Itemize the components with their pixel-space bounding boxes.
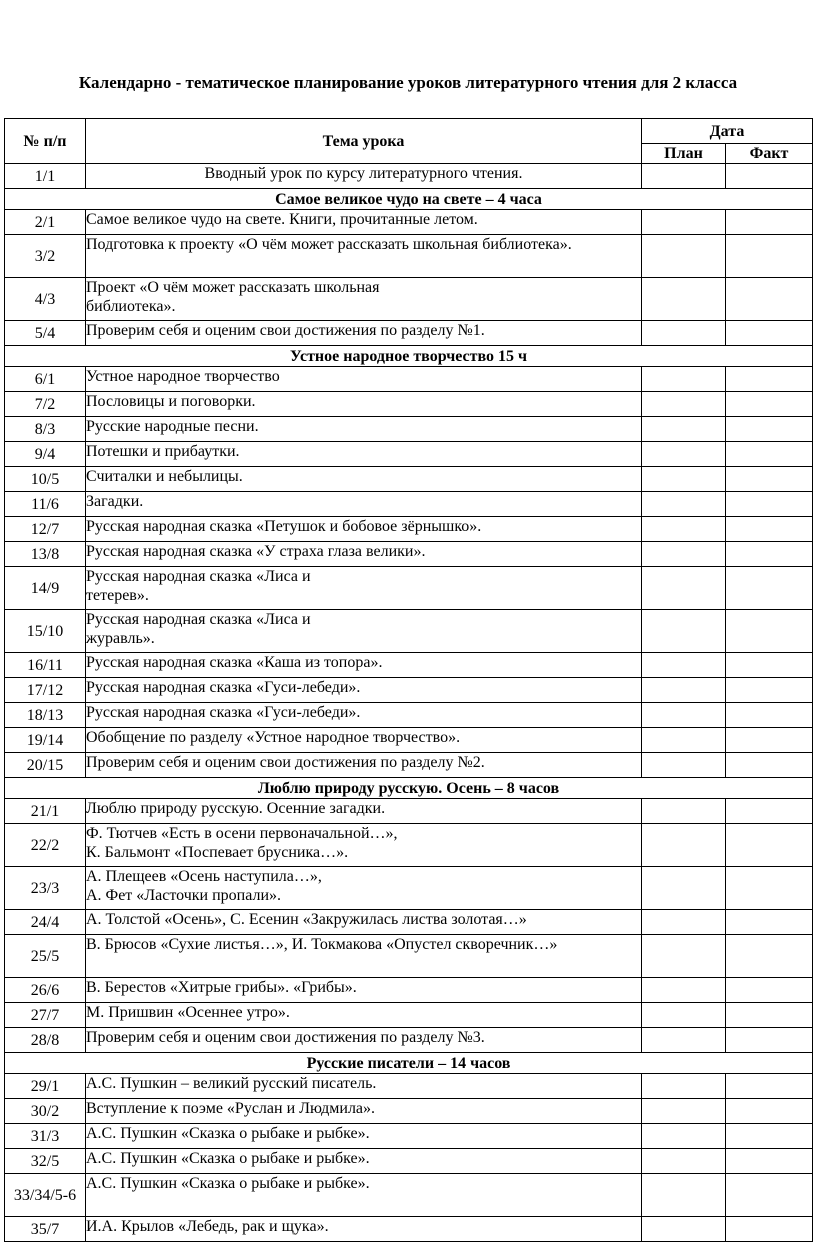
fact-cell	[726, 235, 813, 278]
table-row	[5, 492, 813, 517]
row-number: 29/1	[5, 1074, 86, 1099]
fact-cell	[726, 367, 813, 392]
row-topic: Вступление к поэме «Руслан и Людмила».	[86, 1099, 642, 1124]
row-topic: Русская народная сказка «Каша из топора».	[86, 653, 642, 678]
fact-cell	[726, 1124, 813, 1149]
plan-cell	[642, 1217, 726, 1242]
table-row	[5, 210, 813, 235]
table-row	[5, 567, 813, 610]
fact-cell	[726, 278, 813, 321]
row-topic	[86, 867, 642, 910]
plan-cell	[642, 799, 726, 824]
table-row	[5, 417, 813, 442]
plan-cell	[642, 1099, 726, 1124]
row-number: 26/6	[5, 978, 86, 1003]
plan-cell	[642, 542, 726, 567]
row-number: 11/6	[5, 492, 86, 517]
row-number: 13/8	[5, 542, 86, 567]
row-topic: Пословицы и поговорки.	[86, 392, 642, 417]
row-topic: Потешки и прибаутки.	[86, 442, 642, 467]
section-row	[5, 778, 813, 799]
section-title: Русские писатели – 14 часов	[5, 1053, 813, 1074]
plan-cell	[642, 367, 726, 392]
table-row	[5, 1124, 813, 1149]
header-date: Дата	[642, 119, 813, 144]
table-row	[5, 321, 813, 346]
fact-cell	[726, 1174, 813, 1217]
fact-cell	[726, 210, 813, 235]
fact-cell	[726, 799, 813, 824]
section-row	[5, 1053, 813, 1074]
row-number: 33/34/5-6	[5, 1174, 86, 1217]
row-number: 35/7	[5, 1217, 86, 1242]
section-row	[5, 189, 813, 210]
fact-cell	[726, 653, 813, 678]
table-row	[5, 678, 813, 703]
plan-cell	[642, 978, 726, 1003]
plan-cell	[642, 210, 726, 235]
section-title: Устное народное творчество 15 ч	[5, 346, 813, 367]
row-number: 9/4	[5, 442, 86, 467]
plan-cell	[642, 392, 726, 417]
row-topic-line: Ф. Тютчев «Есть в осени первоначальной…»,	[86, 825, 398, 842]
plan-cell	[642, 610, 726, 653]
fact-cell	[726, 164, 813, 189]
table-row	[5, 824, 813, 867]
fact-cell	[726, 935, 813, 978]
header-plan: План	[642, 144, 726, 164]
fact-cell	[726, 542, 813, 567]
fact-cell	[726, 442, 813, 467]
row-topic: Вводный урок по курсу литературного чтения.	[86, 164, 642, 189]
table-row	[5, 367, 813, 392]
row-topic: Проверим себя и оценим свои достижения по разделу №3.	[86, 1028, 642, 1053]
fact-cell	[726, 1028, 813, 1053]
header-num: № п/п	[5, 119, 86, 164]
row-topic: Устное народное творчество	[86, 367, 642, 392]
plan-cell	[642, 1074, 726, 1099]
table-row	[5, 392, 813, 417]
row-number: 31/3	[5, 1124, 86, 1149]
row-number: 1/1	[5, 164, 86, 189]
row-number: 21/1	[5, 799, 86, 824]
plan-cell	[642, 321, 726, 346]
row-topic: В. Берестов «Хитрые грибы». «Грибы».	[86, 978, 642, 1003]
fact-cell	[726, 1149, 813, 1174]
row-number: 30/2	[5, 1099, 86, 1124]
row-topic: Люблю природу русскую. Осенние загадки.	[86, 799, 642, 824]
row-topic: Русская народная сказка «У страха глаза велики».	[86, 542, 642, 567]
row-number: 23/3	[5, 867, 86, 910]
plan-cell	[642, 910, 726, 935]
plan-cell	[642, 824, 726, 867]
row-topic-line: журавль».	[86, 630, 155, 647]
fact-cell	[726, 417, 813, 442]
row-number: 4/3	[5, 278, 86, 321]
plan-cell	[642, 492, 726, 517]
row-topic-line: Русская народная сказка «Лиса и	[86, 611, 311, 628]
row-topic: А.С. Пушкин «Сказка о рыбаке и рыбке».	[86, 1149, 642, 1174]
row-number: 32/5	[5, 1149, 86, 1174]
plan-cell	[642, 417, 726, 442]
row-number: 3/2	[5, 235, 86, 278]
header-fact: Факт	[726, 144, 813, 164]
row-number: 28/8	[5, 1028, 86, 1053]
header-topic: Тема урока	[86, 119, 642, 164]
table-row	[5, 164, 813, 189]
fact-cell	[726, 910, 813, 935]
fact-cell	[726, 978, 813, 1003]
table-row	[5, 799, 813, 824]
plan-cell	[642, 678, 726, 703]
row-number: 7/2	[5, 392, 86, 417]
row-number: 22/2	[5, 824, 86, 867]
row-topic: Считалки и небылицы.	[86, 467, 642, 492]
row-number: 6/1	[5, 367, 86, 392]
plan-cell	[642, 1174, 726, 1217]
row-topic: В. Брюсов «Сухие листья…», И. Токмакова «Опустел скворечник…»	[86, 935, 642, 978]
fact-cell	[726, 728, 813, 753]
table-row	[5, 1003, 813, 1028]
table-row	[5, 517, 813, 542]
plan-cell	[642, 235, 726, 278]
plan-cell	[642, 278, 726, 321]
section-row	[5, 346, 813, 367]
table-row	[5, 1074, 813, 1099]
row-topic: Загадки.	[86, 492, 642, 517]
table-row	[5, 442, 813, 467]
plan-cell	[642, 867, 726, 910]
table-row	[5, 542, 813, 567]
row-number: 24/4	[5, 910, 86, 935]
row-topic: М. Пришвин «Осеннее утро».	[86, 1003, 642, 1028]
row-topic: А.С. Пушкин «Сказка о рыбаке и рыбке».	[86, 1124, 642, 1149]
fact-cell	[726, 610, 813, 653]
fact-cell	[726, 321, 813, 346]
table-row	[5, 1099, 813, 1124]
row-topic: Проверим себя и оценим свои достижения по разделу №1.	[86, 321, 642, 346]
plan-cell	[642, 467, 726, 492]
table-row	[5, 653, 813, 678]
row-topic: Подготовка к проекту «О чём может рассказать школьная библиотека».	[86, 235, 642, 278]
row-topic: И.А. Крылов «Лебедь, рак и щука».	[86, 1217, 642, 1242]
table-row	[5, 753, 813, 778]
row-topic: Русская народная сказка «Гуси-лебеди».	[86, 703, 642, 728]
plan-cell	[642, 728, 726, 753]
row-number: 25/5	[5, 935, 86, 978]
plan-cell	[642, 1149, 726, 1174]
plan-cell	[642, 517, 726, 542]
plan-cell	[642, 753, 726, 778]
header-row	[5, 119, 813, 144]
plan-cell	[642, 1003, 726, 1028]
row-topic	[86, 278, 642, 321]
row-number: 8/3	[5, 417, 86, 442]
fact-cell	[726, 467, 813, 492]
table-row	[5, 1028, 813, 1053]
row-topic: Русские народные песни.	[86, 417, 642, 442]
row-number: 17/12	[5, 678, 86, 703]
row-topic-line: библиотека».	[86, 298, 176, 315]
fact-cell	[726, 1003, 813, 1028]
table-row	[5, 610, 813, 653]
table-row	[5, 935, 813, 978]
table-row	[5, 978, 813, 1003]
row-topic-line: А. Плещеев «Осень наступила…»,	[86, 868, 322, 885]
plan-cell	[642, 1028, 726, 1053]
table-row	[5, 278, 813, 321]
row-topic: Проверим себя и оценим свои достижения по разделу №2.	[86, 753, 642, 778]
table-row	[5, 910, 813, 935]
fact-cell	[726, 703, 813, 728]
fact-cell	[726, 517, 813, 542]
row-number: 16/11	[5, 653, 86, 678]
row-topic: А.С. Пушкин – великий русский писатель.	[86, 1074, 642, 1099]
table-row	[5, 235, 813, 278]
table-row	[5, 1149, 813, 1174]
row-topic-line: Русская народная сказка «Лиса и	[86, 568, 311, 585]
fact-cell	[726, 492, 813, 517]
fact-cell	[726, 753, 813, 778]
row-number: 27/7	[5, 1003, 86, 1028]
plan-cell	[642, 703, 726, 728]
row-topic	[86, 824, 642, 867]
plan-cell	[642, 164, 726, 189]
table-row	[5, 467, 813, 492]
row-number: 15/10	[5, 610, 86, 653]
row-topic: А.С. Пушкин «Сказка о рыбаке и рыбке».	[86, 1174, 642, 1217]
row-topic: Русская народная сказка «Гуси-лебеди».	[86, 678, 642, 703]
row-topic-line: тетерев».	[86, 587, 149, 604]
row-topic-line: К. Бальмонт «Поспевает брусника…».	[86, 844, 349, 861]
row-topic	[86, 610, 642, 653]
table-row	[5, 1217, 813, 1242]
row-number: 14/9	[5, 567, 86, 610]
fact-cell	[726, 867, 813, 910]
table-row	[5, 703, 813, 728]
plan-cell	[642, 653, 726, 678]
fact-cell	[726, 678, 813, 703]
plan-cell	[642, 1124, 726, 1149]
plan-cell	[642, 567, 726, 610]
fact-cell	[726, 1217, 813, 1242]
plan-cell	[642, 442, 726, 467]
row-number: 12/7	[5, 517, 86, 542]
row-topic-line: Проект «О чём может рассказать школьная	[86, 279, 380, 296]
row-topic-line: А. Фет «Ласточки пропали».	[86, 887, 282, 904]
row-number: 5/4	[5, 321, 86, 346]
section-title: Самое великое чудо на свете – 4 часа	[5, 189, 813, 210]
row-number: 20/15	[5, 753, 86, 778]
row-number: 10/5	[5, 467, 86, 492]
table-row	[5, 728, 813, 753]
row-topic: Самое великое чудо на свете. Книги, прочитанные летом.	[86, 210, 642, 235]
row-number: 2/1	[5, 210, 86, 235]
fact-cell	[726, 392, 813, 417]
row-number: 18/13	[5, 703, 86, 728]
row-topic	[86, 567, 642, 610]
row-topic: Русская народная сказка «Петушок и бобовое зёрнышко».	[86, 517, 642, 542]
row-topic: А. Толстой «Осень», С. Есенин «Закружилась листва золотая…»	[86, 910, 642, 935]
document-title: Календарно - тематическое планирование уроков литературного чтения для 2 класса	[78, 73, 738, 92]
table-row	[5, 1174, 813, 1217]
fact-cell	[726, 1074, 813, 1099]
row-number: 19/14	[5, 728, 86, 753]
fact-cell	[726, 567, 813, 610]
fact-cell	[726, 1099, 813, 1124]
lesson-plan-table	[4, 118, 813, 1242]
section-title: Люблю природу русскую. Осень – 8 часов	[5, 778, 813, 799]
table-row	[5, 867, 813, 910]
plan-cell	[642, 935, 726, 978]
fact-cell	[726, 824, 813, 867]
row-topic: Обобщение по разделу «Устное народное творчество».	[86, 728, 642, 753]
